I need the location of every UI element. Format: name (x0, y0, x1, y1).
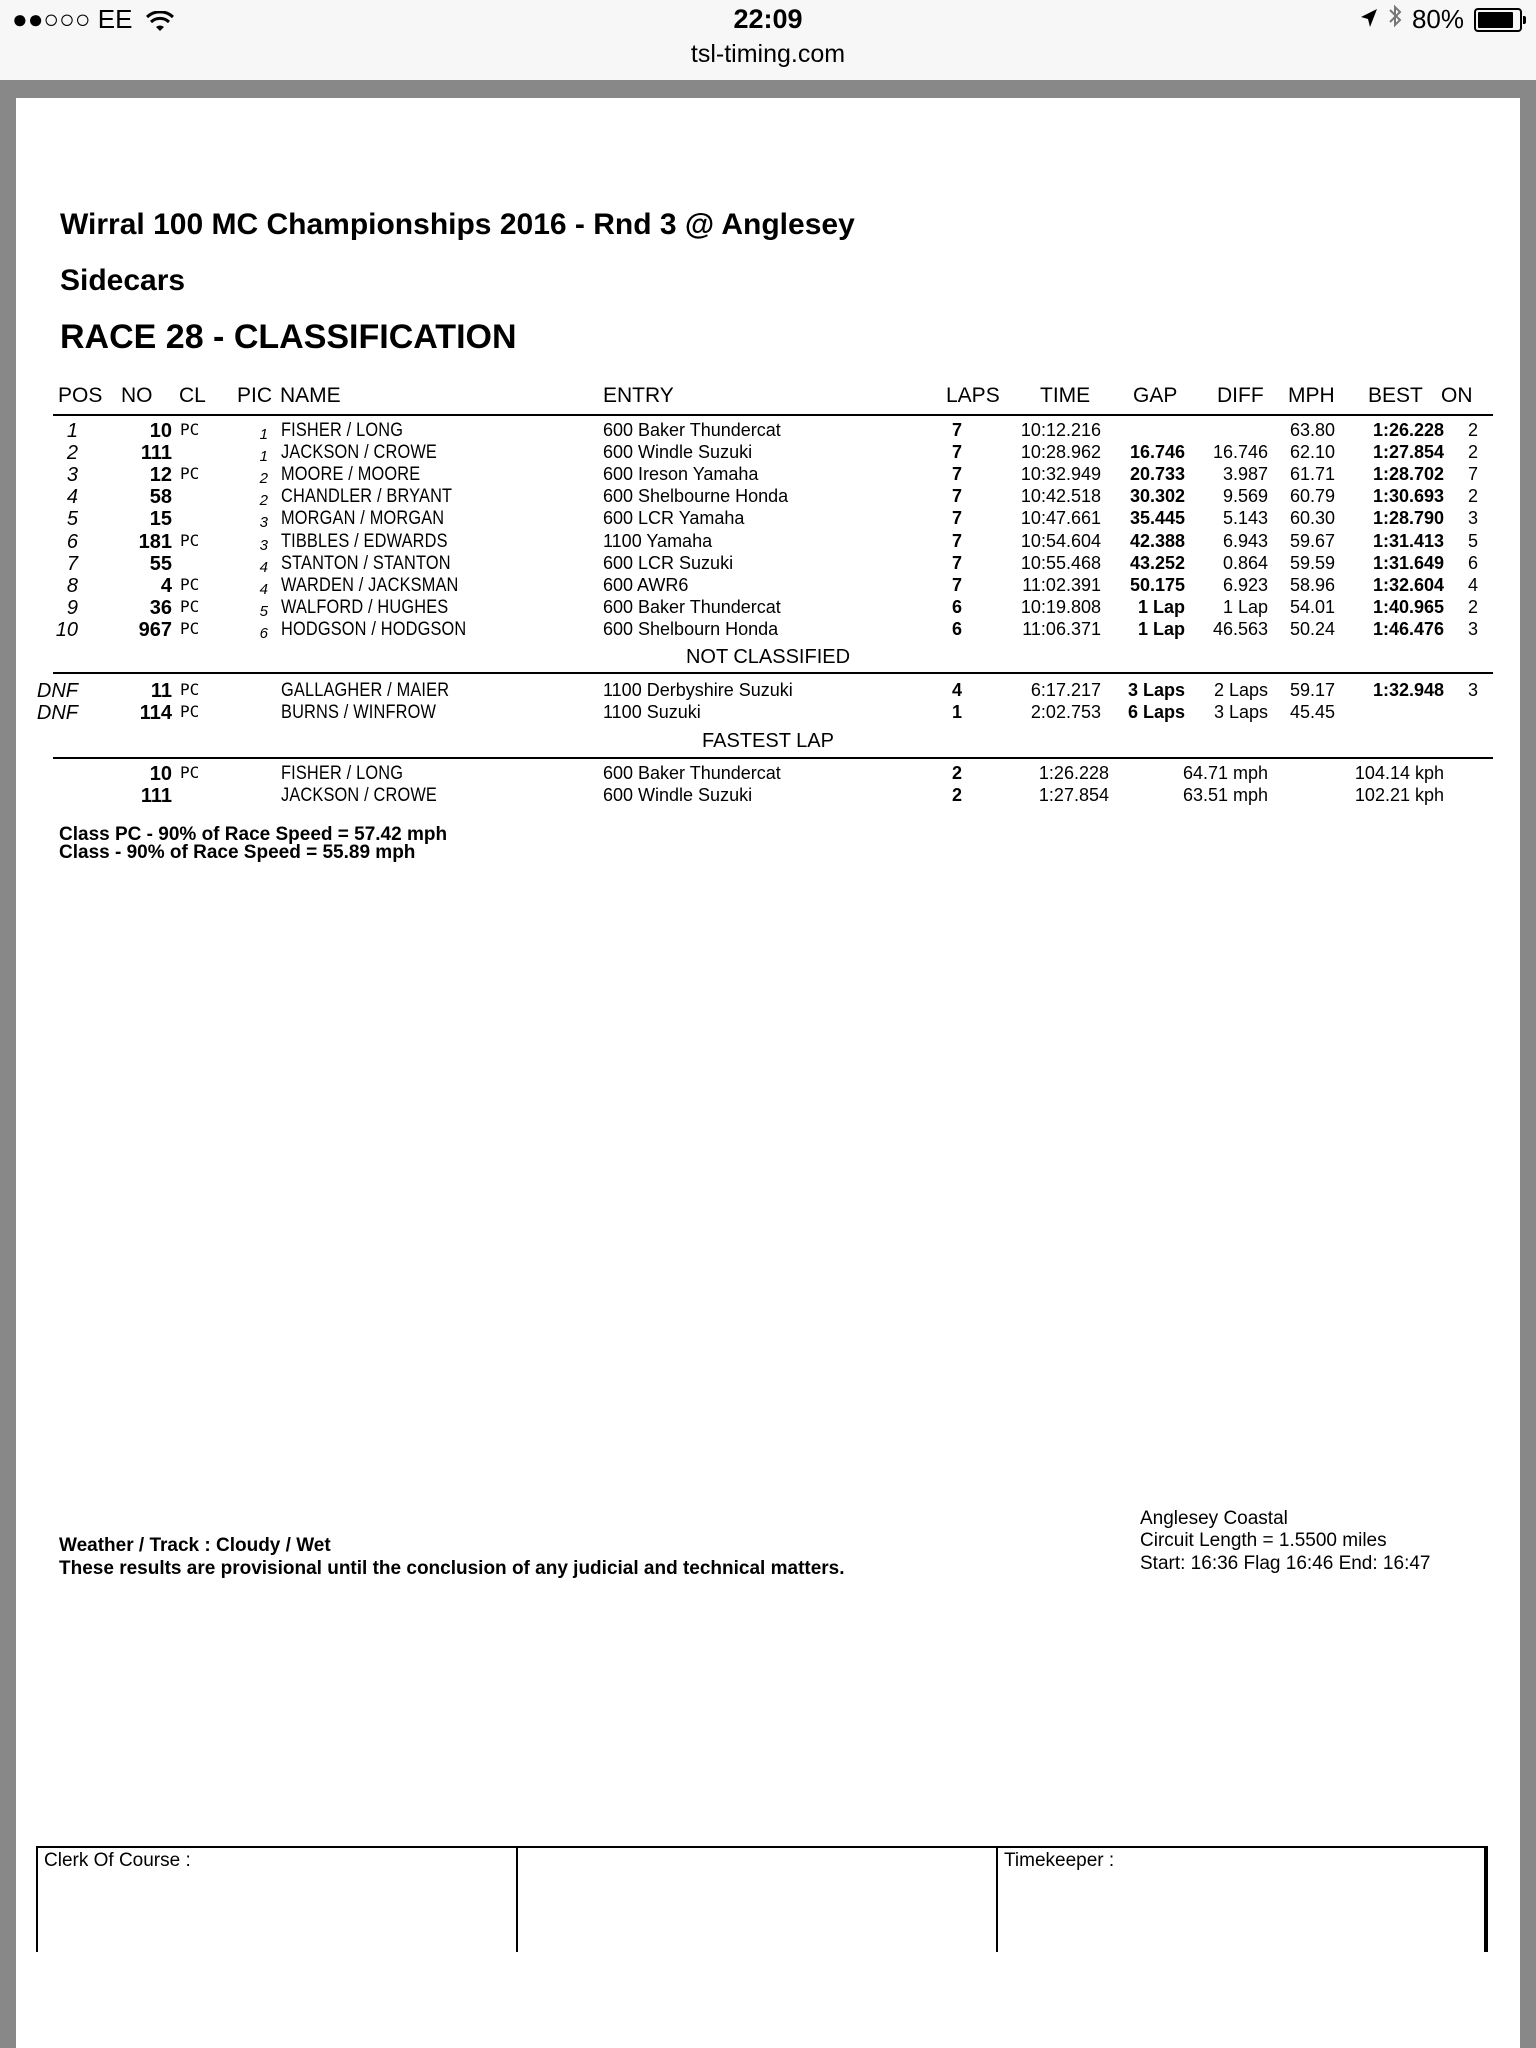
battery-icon (1474, 8, 1522, 32)
number-cell: 55 (149, 552, 172, 575)
time-cell: 10:28.962 (1020, 442, 1101, 463)
mph-cell: 62.10 (1289, 442, 1335, 463)
mph-cell: 58.96 (1289, 574, 1335, 595)
gap-cell: 50.175 (1129, 574, 1185, 595)
pic-cell: 3 (259, 514, 268, 532)
gap-cell: 6 Laps (1127, 702, 1185, 723)
clock: 22:09 (733, 4, 803, 34)
header-divider (53, 414, 1493, 416)
rider-name: TIBBLES / EDWARDS (281, 530, 448, 552)
pic-cell: 3 (259, 536, 268, 554)
entry-cell: 600 Baker Thundercat (603, 763, 781, 783)
header-pic: PIC (237, 384, 273, 407)
gap-cell: 1 Lap (1137, 618, 1185, 639)
rider-name: FISHER / LONG (281, 420, 404, 441)
best-lap-cell: 1:28.702 (1372, 464, 1444, 485)
entry-cell: 600 Windle Suzuki (603, 442, 753, 463)
rider-name: GALLAGHER / MAIER (281, 680, 450, 701)
laps-cell: 6 (951, 618, 962, 639)
class-note-pc: Class PC - 90% of Race Speed = 57.42 mph (59, 824, 448, 845)
rider-name: JACKSON / CROWE (281, 442, 438, 464)
best-lap-cell: 1:30.693 (1372, 486, 1444, 507)
gap-cell: 43.252 (1129, 552, 1185, 573)
time-cell: 6:17.217 (1030, 680, 1101, 700)
gap-cell: 1 Lap (1137, 596, 1185, 617)
pos-cell: 8 (66, 574, 78, 597)
fastest-lap-heading: FASTEST LAP (702, 730, 834, 752)
laps-cell: 7 (951, 442, 962, 463)
entry-cell: 600 AWR6 (603, 574, 689, 595)
pic-cell: 2 (259, 492, 268, 510)
pos-cell: 4 (66, 486, 78, 509)
class-cell: PC (180, 680, 200, 699)
time-cell: 11:02.391 (1022, 574, 1101, 595)
time-cell: 10:54.604 (1020, 530, 1101, 551)
fastest-lap-divider (53, 757, 1493, 759)
mph-cell: 59.17 (1289, 680, 1335, 700)
kph-cell: 102.21 kph (1354, 785, 1444, 806)
signature-box (36, 1846, 1488, 1952)
class-cell: PC (180, 574, 200, 594)
pos-cell: 1 (66, 420, 78, 442)
number-cell: 36 (149, 596, 172, 619)
on-lap-cell: 2 (1467, 486, 1478, 507)
time-cell: 10:32.949 (1020, 464, 1101, 485)
timekeeper-label: Timekeeper : (1004, 1850, 1115, 1871)
on-lap-cell: 5 (1467, 530, 1478, 551)
class-cell: PC (180, 420, 200, 439)
timekeeper-cell (998, 1848, 1486, 1952)
on-lap-cell: 4 (1467, 574, 1478, 595)
lap-cell: 2 (951, 785, 962, 806)
status-right (1360, 4, 1522, 35)
time-cell: 1:26.228 (1038, 763, 1109, 783)
on-lap-cell: 3 (1467, 508, 1478, 529)
circuit-name: Anglesey Coastal (1140, 1508, 1288, 1529)
rider-name: FISHER / LONG (281, 763, 404, 784)
header-name: NAME (280, 384, 341, 407)
pic-cell: 4 (259, 558, 268, 576)
laps-cell: 4 (951, 680, 962, 700)
laps-cell: 6 (951, 596, 962, 617)
header-gap: GAP (1133, 384, 1178, 407)
rider-name: MORGAN / MORGAN (281, 508, 445, 530)
pos-cell: 10 (55, 618, 78, 641)
rider-name: WALFORD / HUGHES (281, 596, 449, 618)
mph-cell: 59.59 (1289, 552, 1335, 573)
entry-cell: 600 Shelbourn Honda (603, 618, 779, 639)
on-lap-cell: 2 (1467, 420, 1478, 440)
diff-cell: 16.746 (1212, 442, 1268, 463)
pos-cell: 9 (66, 596, 78, 619)
number-cell: 111 (140, 785, 172, 808)
number-cell: 58 (149, 486, 172, 509)
event-title: Wirral 100 MC Championships 2016 - Rnd 3 @ Anglesey (60, 208, 855, 241)
mph-cell: 60.79 (1289, 486, 1335, 507)
time-cell: 1:27.854 (1038, 785, 1109, 806)
best-lap-cell: 1:31.649 (1372, 552, 1444, 573)
mph-cell: 60.30 (1289, 508, 1335, 529)
rider-name: CHANDLER / BRYANT (281, 486, 453, 508)
pos-cell: 2 (66, 442, 78, 465)
time-cell: 10:42.518 (1020, 486, 1101, 507)
time-cell: 10:47.661 (1020, 508, 1101, 529)
entry-cell: 600 LCR Suzuki (603, 552, 734, 573)
best-lap-cell: 1:32.948 (1372, 680, 1444, 700)
number-cell: 4 (160, 574, 172, 597)
entry-cell: 600 Baker Thundercat (603, 420, 781, 440)
class-cell: PC (180, 596, 200, 616)
status-bar (0, 0, 1536, 81)
laps-cell: 7 (951, 530, 962, 551)
mph-cell: 59.67 (1289, 530, 1335, 551)
rider-name: MOORE / MOORE (281, 464, 421, 486)
number-cell: 11 (150, 680, 172, 702)
middle-cell (518, 1848, 998, 1952)
rider-name: STANTON / STANTON (281, 552, 451, 574)
mph-cell: 63.51 mph (1182, 785, 1268, 806)
kph-cell: 104.14 kph (1354, 763, 1444, 783)
gap-cell: 16.746 (1129, 442, 1185, 463)
gap-cell: 20.733 (1129, 464, 1185, 485)
race-title: RACE 28 - CLASSIFICATION (60, 318, 517, 356)
pic-cell: 1 (259, 448, 268, 466)
mph-cell: 50.24 (1289, 618, 1335, 639)
rider-name: HODGSON / HODGSON (281, 618, 467, 640)
table-row (16, 785, 1520, 814)
diff-cell: 2 Laps (1213, 680, 1268, 700)
clerk-cell (38, 1848, 518, 1952)
on-lap-cell: 3 (1467, 680, 1478, 700)
header-pos: POS (58, 384, 103, 407)
laps-cell: 7 (951, 574, 962, 595)
entry-cell: 600 Shelbourne Honda (603, 486, 789, 507)
diff-cell: 3 Laps (1213, 702, 1268, 723)
table-row (16, 619, 1520, 648)
pos-cell: DNF (36, 702, 78, 725)
best-lap-cell: 1:40.965 (1372, 596, 1444, 617)
circuit-length: Circuit Length = 1.5500 miles (1140, 1530, 1387, 1551)
number-cell: 12 (149, 464, 172, 487)
pos-cell: 5 (66, 508, 78, 531)
header-entry: ENTRY (603, 384, 674, 407)
entry-cell: 1100 Suzuki (603, 702, 701, 723)
class-cell: PC (180, 702, 200, 722)
laps-cell: 7 (951, 464, 962, 485)
clerk-label: Clerk Of Course : (44, 1850, 191, 1871)
number-cell: 10 (149, 420, 172, 442)
entry-cell: 1100 Derbyshire Suzuki (603, 680, 793, 700)
header-on: ON (1441, 384, 1473, 407)
entry-cell: 600 LCR Yamaha (603, 508, 745, 529)
not-classified-heading: NOT CLASSIFIED (685, 646, 851, 668)
gap-cell: 42.388 (1129, 530, 1185, 551)
class-cell: PC (180, 618, 200, 638)
rider-name: JACKSON / CROWE (281, 785, 438, 807)
diff-cell: 6.923 (1222, 574, 1268, 595)
pic-cell: 5 (259, 602, 268, 620)
not-classified-divider (53, 672, 1493, 674)
header-no: NO (121, 384, 153, 407)
header-time: TIME (1040, 384, 1091, 407)
on-lap-cell: 2 (1467, 596, 1478, 617)
time-cell: 10:55.468 (1020, 552, 1101, 573)
class-title: Sidecars (60, 264, 186, 297)
best-lap-cell: 1:26.228 (1372, 420, 1444, 440)
number-cell: 181 (138, 530, 172, 553)
gap-cell: 30.302 (1129, 486, 1185, 507)
diff-cell: 6.943 (1222, 530, 1268, 551)
best-lap-cell: 1:46.476 (1372, 618, 1444, 639)
on-lap-cell: 3 (1467, 618, 1478, 639)
header-cl: CL (179, 384, 206, 407)
best-lap-cell: 1:31.413 (1372, 530, 1444, 551)
best-lap-cell: 1:32.604 (1372, 574, 1444, 595)
header-diff: DIFF (1217, 384, 1264, 407)
time-cell: 11:06.371 (1022, 618, 1101, 639)
entry-cell: 600 Ireson Yamaha (603, 464, 759, 485)
pos-cell: DNF (36, 680, 78, 702)
diff-cell: 9.569 (1222, 486, 1268, 507)
mph-cell: 64.71 mph (1182, 763, 1268, 783)
table-row (16, 702, 1520, 731)
mph-cell: 45.45 (1289, 702, 1335, 723)
laps-cell: 7 (951, 486, 962, 507)
entry-cell: 600 Baker Thundercat (603, 596, 781, 617)
battery-percent: 80% (1411, 4, 1464, 34)
pos-cell: 6 (66, 530, 78, 553)
number-cell: 15 (149, 508, 172, 531)
class-cell: PC (180, 763, 200, 782)
results-document (16, 98, 1520, 2048)
header-laps: LAPS (946, 384, 1000, 407)
laps-cell: 7 (951, 552, 962, 573)
number-cell: 10 (149, 763, 172, 785)
diff-cell: 1 Lap (1222, 596, 1268, 617)
header-best: BEST (1368, 384, 1423, 407)
on-lap-cell: 2 (1467, 442, 1478, 463)
pic-cell: 2 (259, 470, 268, 488)
time-cell: 10:12.216 (1020, 420, 1101, 440)
rider-name: BURNS / WINFROW (281, 702, 437, 724)
class-cell: PC (180, 464, 200, 484)
time-cell: 10:19.808 (1020, 596, 1101, 617)
diff-cell: 0.864 (1222, 552, 1268, 573)
class-note-open: Class - 90% of Race Speed = 55.89 mph (59, 842, 416, 863)
best-lap-cell: 1:27.854 (1372, 442, 1444, 463)
location-arrow-icon (1360, 4, 1378, 35)
gap-cell: 3 Laps (1127, 680, 1185, 700)
pos-cell: 3 (66, 464, 78, 487)
pic-cell: 4 (259, 580, 268, 598)
best-lap-cell: 1:28.790 (1372, 508, 1444, 529)
laps-cell: 1 (951, 702, 962, 723)
carrier-signal: ●●○○○ EE (12, 4, 133, 34)
laps-cell: 7 (951, 508, 962, 529)
time-cell: 2:02.753 (1030, 702, 1101, 723)
provisional-notice: These results are provisional until the conclusion of any judicial and technical matters. (59, 1558, 845, 1579)
number-cell: 111 (140, 442, 172, 465)
on-lap-cell: 6 (1467, 552, 1478, 573)
number-cell: 967 (138, 618, 172, 641)
pdf-viewer[interactable] (0, 80, 1536, 2048)
diff-cell: 46.563 (1212, 618, 1268, 639)
mph-cell: 63.80 (1289, 420, 1335, 440)
entry-cell: 1100 Yamaha (603, 530, 713, 551)
number-cell: 114 (139, 702, 172, 725)
gap-cell: 35.445 (1129, 508, 1185, 529)
entry-cell: 600 Windle Suzuki (603, 785, 753, 806)
bluetooth-icon (1388, 4, 1402, 35)
rider-name: WARDEN / JACKSMAN (281, 574, 459, 596)
diff-cell: 5.143 (1222, 508, 1268, 529)
race-times: Start: 16:36 Flag 16:46 End: 16:47 (1140, 1553, 1431, 1574)
laps-cell: 7 (951, 420, 962, 440)
diff-cell: 3.987 (1222, 464, 1268, 485)
header-mph: MPH (1288, 384, 1335, 407)
weather-track: Weather / Track : Cloudy / Wet (59, 1535, 331, 1556)
pic-cell: 6 (259, 624, 268, 642)
lap-cell: 2 (951, 763, 962, 783)
pos-cell: 7 (66, 552, 78, 575)
mph-cell: 61.71 (1289, 464, 1335, 485)
url-bar[interactable]: tsl-timing.com (690, 40, 846, 68)
class-cell: PC (180, 530, 200, 550)
on-lap-cell: 7 (1467, 464, 1478, 485)
mph-cell: 54.01 (1289, 596, 1335, 617)
pic-cell: 1 (259, 426, 268, 443)
